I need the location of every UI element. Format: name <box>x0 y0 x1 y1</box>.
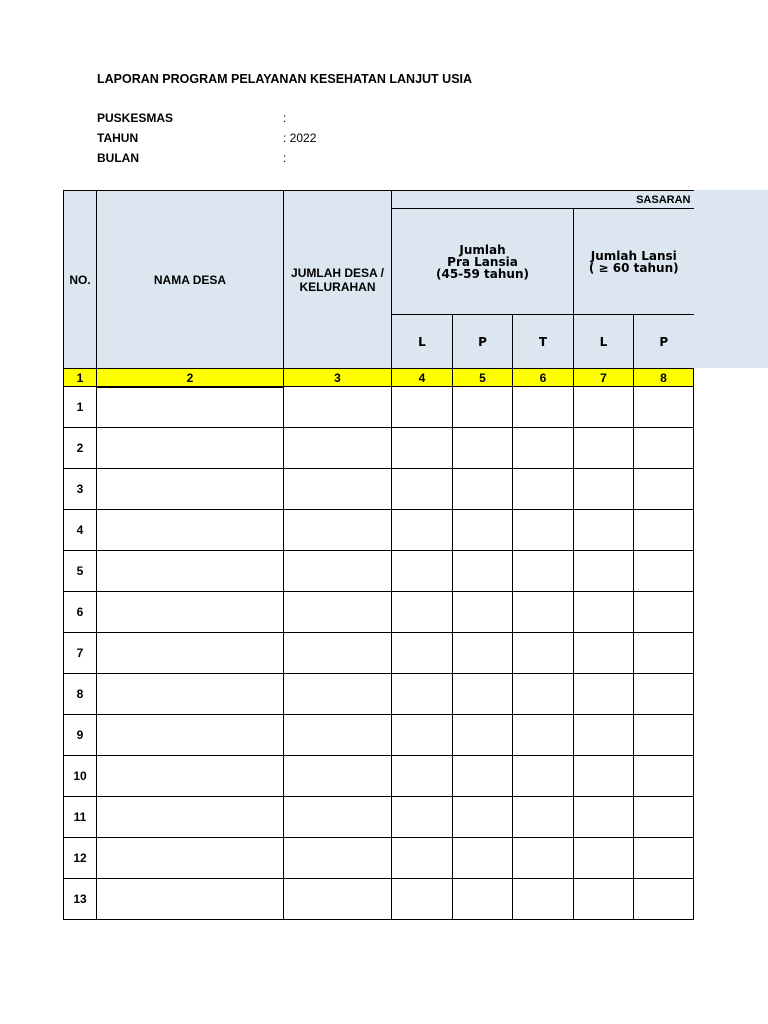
meta-value-puskesmas: : <box>283 111 287 125</box>
table-cell <box>634 633 694 674</box>
meta-label-tahun: TAHUN <box>97 131 139 145</box>
table-cell <box>634 756 694 797</box>
header-overflow-fill <box>693 190 768 368</box>
table-cell <box>97 551 284 592</box>
table-cell <box>634 592 694 633</box>
table-cell <box>513 756 574 797</box>
table-cell <box>97 633 284 674</box>
table-cell <box>392 428 453 469</box>
table-cell <box>392 633 453 674</box>
header-sub-l-pra: L <box>392 315 453 369</box>
header-no: NO. <box>64 191 97 369</box>
table-cell <box>634 715 694 756</box>
table-row <box>64 551 694 592</box>
meta-label-puskesmas: PUSKESMAS <box>97 111 174 125</box>
header-sub-p-lansia: P <box>634 315 694 369</box>
column-index-cell: 5 <box>453 369 513 387</box>
table-cell <box>97 879 284 920</box>
row-number: 2 <box>64 428 97 469</box>
row-number: 12 <box>64 838 97 879</box>
table-cell <box>574 428 634 469</box>
table-cell <box>392 838 453 879</box>
table-cell <box>513 633 574 674</box>
table-cell <box>392 469 453 510</box>
table-cell <box>574 715 634 756</box>
table-cell <box>574 674 634 715</box>
table-cell <box>574 469 634 510</box>
header-lansia <box>574 209 694 315</box>
table-cell <box>97 715 284 756</box>
table-cell <box>513 428 574 469</box>
header-pra-lansia-line3: (45-59 tahun) <box>436 266 529 281</box>
column-index-cell: 8 <box>634 369 694 387</box>
row-number: 8 <box>64 674 97 715</box>
table-cell <box>453 387 513 428</box>
table-cell <box>574 592 634 633</box>
column-index-cell: 1 <box>64 369 97 387</box>
table-row <box>64 428 694 469</box>
table-row <box>64 715 694 756</box>
table-cell <box>453 879 513 920</box>
table-cell <box>574 756 634 797</box>
table-cell <box>634 551 694 592</box>
row-number: 4 <box>64 510 97 551</box>
table-cell <box>634 387 694 428</box>
table-cell <box>453 469 513 510</box>
row-number: 7 <box>64 633 97 674</box>
table-cell <box>574 510 634 551</box>
row-number: 5 <box>64 551 97 592</box>
table-cell <box>392 715 453 756</box>
table-cell <box>97 838 284 879</box>
table-cell <box>513 469 574 510</box>
table-row <box>64 592 694 633</box>
table-cell <box>284 879 392 920</box>
table-cell <box>453 633 513 674</box>
table-cell <box>513 592 574 633</box>
header-jumlah-desa-line2: KELURAHAN <box>299 279 376 294</box>
row-number: 9 <box>64 715 97 756</box>
table-cell <box>97 674 284 715</box>
table-cell <box>97 592 284 633</box>
header-nama-desa: NAMA DESA <box>97 191 284 369</box>
table-row <box>64 387 694 428</box>
table-row <box>64 838 694 879</box>
table-cell <box>634 428 694 469</box>
table-cell <box>513 510 574 551</box>
table-row <box>64 756 694 797</box>
table-cell <box>284 838 392 879</box>
table-cell <box>634 879 694 920</box>
report-title: LAPORAN PROGRAM PELAYANAN KESEHATAN LANJUT USIA <box>97 72 473 86</box>
table-cell <box>634 797 694 838</box>
table-cell <box>392 879 453 920</box>
header-lansia-line2: ( ≥ 60 tahun) <box>588 260 679 275</box>
header-sub-l-lansia: L <box>574 315 634 369</box>
report-table <box>63 190 694 920</box>
table-cell <box>97 469 284 510</box>
table-cell <box>513 879 574 920</box>
table-cell <box>453 592 513 633</box>
row-number: 1 <box>64 387 97 428</box>
table-cell <box>634 838 694 879</box>
table-row <box>64 879 694 920</box>
table-cell <box>453 756 513 797</box>
table-cell <box>574 838 634 879</box>
table-cell <box>97 428 284 469</box>
table-cell <box>284 674 392 715</box>
table-cell <box>97 797 284 838</box>
table-cell <box>634 674 694 715</box>
header-pra-lansia-line1: Jumlah <box>459 242 506 257</box>
row-number: 3 <box>64 469 97 510</box>
column-index-cell: 6 <box>513 369 574 387</box>
table-cell <box>513 838 574 879</box>
table-cell <box>453 510 513 551</box>
meta-label-bulan: BULAN <box>97 151 139 165</box>
table-cell <box>392 797 453 838</box>
table-cell <box>574 387 634 428</box>
table-cell <box>284 633 392 674</box>
table-cell <box>634 510 694 551</box>
table-cell <box>574 879 634 920</box>
column-index-cell: 7 <box>574 369 634 387</box>
header-jumlah-desa <box>284 191 392 369</box>
table-row <box>64 674 694 715</box>
table-cell <box>392 674 453 715</box>
table-row <box>64 797 694 838</box>
table-cell <box>97 756 284 797</box>
row-number: 6 <box>64 592 97 633</box>
table-cell <box>392 551 453 592</box>
meta-value-tahun: : 2022 <box>283 131 317 145</box>
table-cell <box>284 428 392 469</box>
table-cell <box>513 387 574 428</box>
row-number: 11 <box>64 797 97 838</box>
column-index-cell: 4 <box>392 369 453 387</box>
row-number: 13 <box>64 879 97 920</box>
table-cell <box>453 674 513 715</box>
column-index-cell: 2 <box>97 369 284 387</box>
header-pra-lansia-line2: Pra Lansia <box>447 254 518 269</box>
table-cell <box>392 592 453 633</box>
table-cell <box>284 592 392 633</box>
table-row <box>64 469 694 510</box>
table-cell <box>284 469 392 510</box>
table-cell <box>513 551 574 592</box>
table-cell <box>284 715 392 756</box>
header-lansia-line1: Jumlah Lansi <box>590 248 677 263</box>
table-cell <box>453 551 513 592</box>
table-cell <box>513 715 574 756</box>
table-cell <box>574 797 634 838</box>
table-cell <box>392 387 453 428</box>
table-cell <box>392 510 453 551</box>
table-cell <box>453 838 513 879</box>
table-cell <box>97 387 284 428</box>
meta-value-bulan: : <box>283 151 287 165</box>
header-sub-t-pra: T <box>513 315 574 369</box>
table-cell <box>513 797 574 838</box>
name-divider <box>97 387 283 388</box>
table-cell <box>284 797 392 838</box>
table-cell <box>284 551 392 592</box>
table-cell <box>392 756 453 797</box>
table-cell <box>513 674 574 715</box>
table-row <box>64 510 694 551</box>
column-index-cell: 3 <box>284 369 392 387</box>
table-cell <box>453 715 513 756</box>
table-cell <box>574 551 634 592</box>
table-cell <box>284 756 392 797</box>
table-cell <box>453 797 513 838</box>
row-number: 10 <box>64 756 97 797</box>
table-cell <box>634 469 694 510</box>
header-jumlah-desa-line1: JUMLAH DESA / <box>291 265 384 280</box>
table-cell <box>284 387 392 428</box>
table-cell <box>574 633 634 674</box>
column-index-row <box>64 369 694 387</box>
table-row <box>64 633 694 674</box>
header-pra-lansia <box>392 209 574 315</box>
header-sasaran: SASARAN <box>392 191 694 209</box>
table-cell <box>284 510 392 551</box>
table-cell <box>453 428 513 469</box>
table-cell <box>97 510 284 551</box>
header-sub-p-pra: P <box>453 315 513 369</box>
